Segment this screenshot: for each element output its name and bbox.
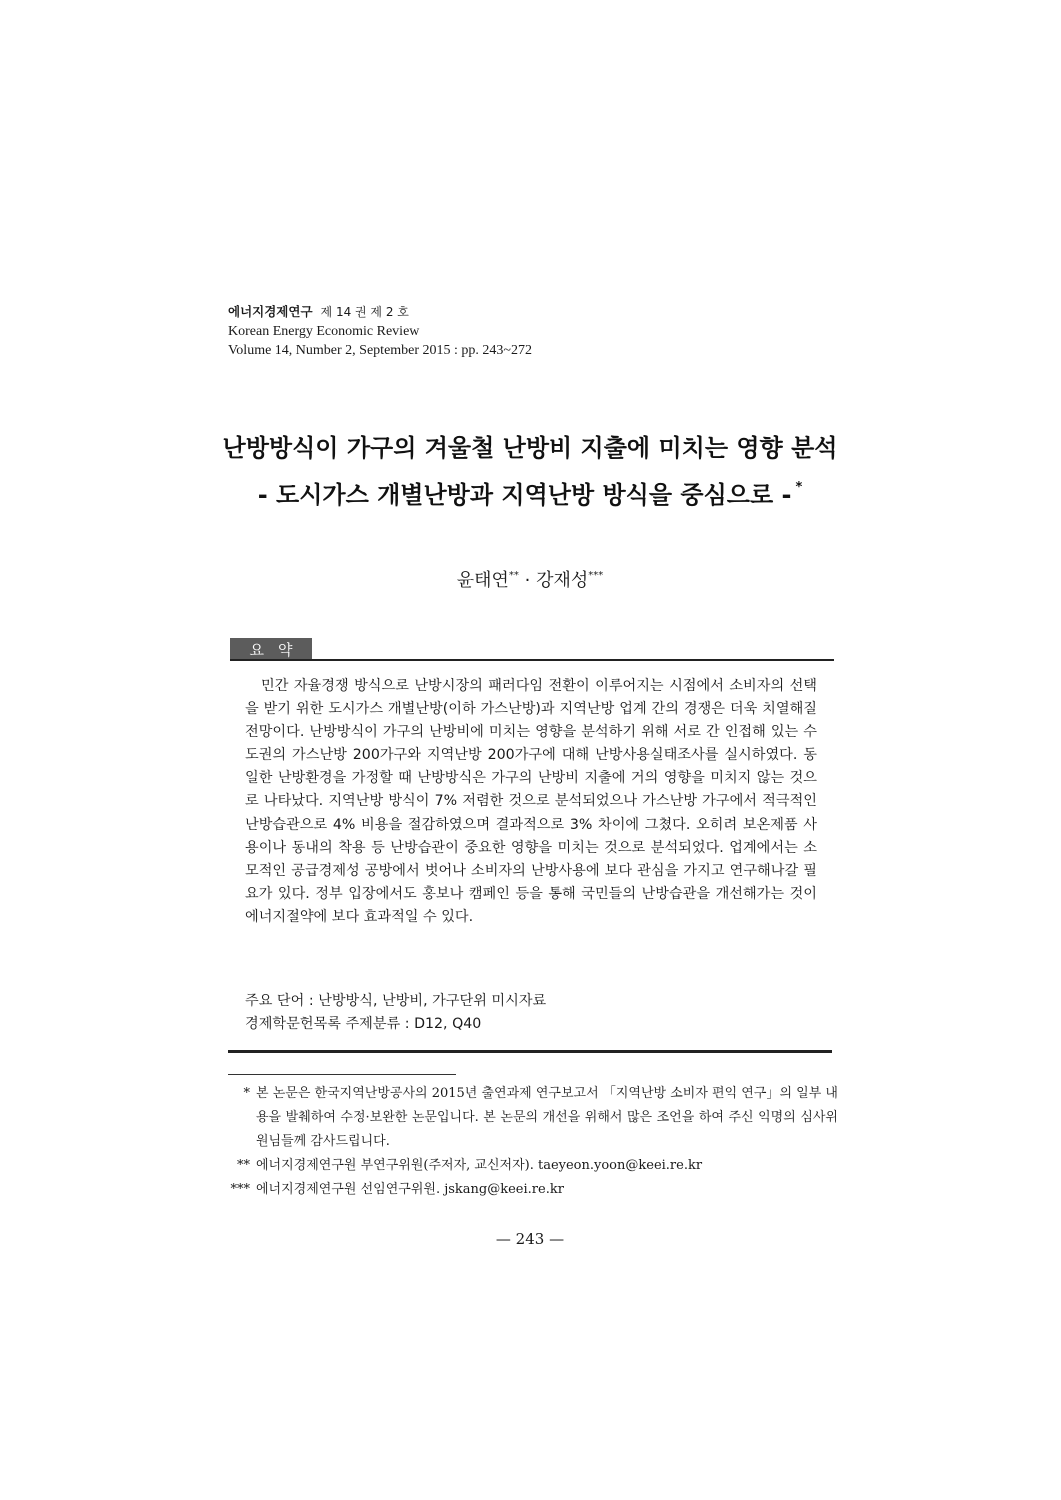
footnote-mark: ** [237, 1158, 250, 1173]
footnote-item [228, 1178, 838, 1202]
author-2: 강재성 [536, 570, 589, 591]
journal-line-ko [228, 302, 828, 322]
title-subtitle: - 도시가스 개별난방과 지역난방 방식을 중심으로 - [257, 481, 792, 509]
paper-title [200, 428, 860, 515]
jel-classification: 경제학문헌목록 주제분류 : D12, Q40 [245, 1016, 482, 1032]
abstract-body [245, 675, 817, 929]
journal-name-en: Korean Energy Economic Review [228, 324, 420, 339]
abstract-text: 민간 자율경쟁 방식으로 난방시장의 패러다임 전환이 이루어지는 시점에서 소비자의 선택을 받기 위한 도시가스 개별난방(이하 가스난방)과 지역난방 업계 간의 경쟁은 더욱 치열해질 전망이다. 난방방식이 가구의 난방비에 미치는 영향을 분석하기 위해 서로 간 인접해 있는 수도권의 가스난방 200가구와 지역난방 200가구에 대해 난방사용실태조사를 실시하였다. 동일한 난방환경을 가정할 때 난방방식은 가구의 난방비 지출에 거의 영향을 미치지 않는 것으로 나타났다. 지역난방 방식이 7% 저렴한 것으로 분석되었으나 가스난방 가구에서 적극적인 난방습관으로 4% 비용을 절감하였으며 결과적으로 3% 차이에 그쳤다. 오히려 보온제품 사용이나 동내의 착용 등 난방습관이 중요한 영향을 미치는 것으로 분석되었다. 업계에서는 소모적인 공급경제성 공방에서 벗어나 소비자의 난방사용에 보다 관심을 가지고 연구해나갈 필요가 있다. 정부 입장에서도 홍보나 캠페인 등을 통해 국민들의 난방습관을 개선해가는 것이 에너지절약에 보다 효과적일 수 있다. [245, 678, 817, 925]
footnotes [228, 1082, 838, 1202]
journal-info [228, 302, 828, 360]
journal-volume-ko: 제 14 권 제 2 호 [320, 305, 409, 319]
abstract-heading: 요약 [230, 638, 312, 660]
author-2-mark: *** [588, 570, 604, 581]
footnote-item [228, 1082, 838, 1154]
footnote-text: 본 논문은 한국지역난방공사의 2015년 출연과제 연구보고서 「지역난방 소비자 편익 연구」의 일부 내용을 발췌하여 수정·보완한 논문입니다. 본 논문의 개선을 위해서 많은 조언을 하여 주신 익명의 심사위원님들께 감사드립니다. [256, 1086, 838, 1149]
author-list [300, 566, 760, 592]
keywords-line: 주요 단어 : 난방방식, 난방비, 가구단위 미시자료 [245, 993, 547, 1009]
footnote-item [228, 1154, 838, 1178]
footnote-mark: *** [230, 1182, 250, 1197]
page-number: — 243 — [495, 1230, 565, 1248]
title-line-2 [200, 468, 860, 515]
title-footnote-mark: * [795, 480, 803, 495]
title-line-1: 난방방식이 가구의 겨울철 난방비 지출에 미치는 영향 분석 [222, 434, 838, 462]
author-1: 윤태연 [456, 570, 509, 591]
author-separator: · [518, 570, 537, 591]
footnote-text: 에너지경제연구원 선임연구위원. jskang@keei.re.kr [256, 1182, 564, 1197]
keywords-block [245, 990, 817, 1036]
footnote-rule [228, 1074, 456, 1075]
journal-issue-en: Volume 14, Number 2, September 2015 : pp. 243~272 [228, 343, 533, 358]
footnote-text: 에너지경제연구원 부연구위원(주저자, 교신저자). taeyeon.yoon@keei.re.kr [256, 1158, 703, 1173]
journal-name-ko: 에너지경제연구 [228, 304, 313, 319]
abstract-top-rule [230, 659, 834, 661]
footnote-mark: * [243, 1086, 250, 1101]
author-1-mark: ** [508, 570, 519, 581]
abstract-bottom-rule [228, 1050, 832, 1053]
